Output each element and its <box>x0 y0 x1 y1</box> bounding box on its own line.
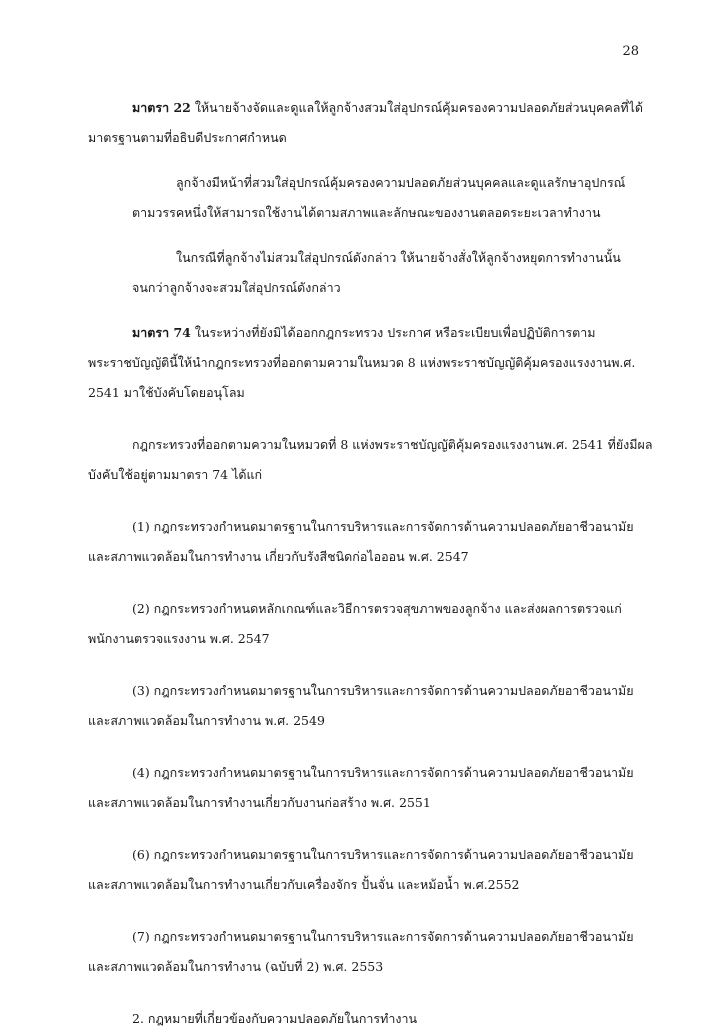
list-item <box>88 840 648 900</box>
list-item-line-1: (7) กฎกระทรวงกำหนดมาตรฐานในการบริหารและการจัดการด้านความปลอดภัยอาชีวอนามัย <box>132 929 634 944</box>
section-74-paragraph <box>88 318 648 408</box>
section-22-p3-line-1: ในกรณีที่ลูกจ้างไม่สวมใส่อุปกรณ์ดังกล่าว ให้นายจ้างสั่งให้ลูกจ้างหยุดการทำงานนั้น <box>176 250 621 265</box>
page-number: 28 <box>622 44 639 59</box>
section-22-p2-line-2: ตามวรรคหนึ่งให้สามารถใช้งานได้ตามสภาพและลักษณะของงานตลอดระยะเวลาทำงาน <box>132 205 601 220</box>
section-74-paragraph-2 <box>88 430 653 490</box>
section-74-heading: มาตรา 74 <box>132 325 191 340</box>
section-74-p2-line-1: กฎกระทรวงที่ออกตามความในหมวดที่ 8 แห่งพระราชบัญญัติคุ้มครองแรงงานพ.ศ. 2541 ที่ยังมีผล <box>132 437 653 452</box>
list-item <box>88 594 648 654</box>
section-2-heading <box>88 1004 648 1034</box>
list-item-line-2: พนักงานตรวจแรงงาน พ.ศ. 2547 <box>88 631 270 646</box>
section-22-p2-line-1: ลูกจ้างมีหน้าที่สวมใส่อุปกรณ์คุ้มครองความปลอดภัยส่วนบุคคลและดูแลรักษาอุปกรณ์ <box>176 175 626 190</box>
list-item <box>88 512 648 572</box>
list-item-line-2: และสภาพแวดล้อมในการทำงานเกี่ยวกับเครื่องจักร ปั้นจั่น และหม้อน้ำ พ.ศ.2552 <box>88 877 520 892</box>
list-item-line-2: และสภาพแวดล้อมในการทำงาน พ.ศ. 2549 <box>88 713 325 728</box>
section-74-p2-line-2: บังคับใช้อยู่ตามมาตรา 74 ได้แก่ <box>88 467 263 482</box>
section-22-line-2: มาตรฐานตามที่อธิบดีประกาศกำหนด <box>88 130 287 145</box>
section-22-text-1: ให้นายจ้างจัดและดูแลให้ลูกจ้างสวมใส่อุปกรณ์คุ้มครองความปลอดภัยส่วนบุคคลที่ได้ <box>190 100 644 115</box>
list-item-line-1: (2) กฎกระทรวงกำหนดหลักเกณฑ์และวิธีการตรวจสุขภาพของลูกจ้าง และส่งผลการตรวจแก่ <box>132 601 622 616</box>
list-item-line-1: (6) กฎกระทรวงกำหนดมาตรฐานในการบริหารและการจัดการด้านความปลอดภัยอาชีวอนามัย <box>132 847 634 862</box>
list-item-line-1: (4) กฎกระทรวงกำหนดมาตรฐานในการบริหารและการจัดการด้านความปลอดภัยอาชีวอนามัย <box>132 765 634 780</box>
list-item <box>88 676 648 736</box>
section-22-paragraph <box>88 93 648 153</box>
list-item-line-2: และสภาพแวดล้อมในการทำงาน เกี่ยวกับรังสีชนิดก่อไอออน พ.ศ. 2547 <box>88 549 469 564</box>
section-22-line-1 <box>88 93 648 123</box>
list-item-line-1: (1) กฎกระทรวงกำหนดมาตรฐานในการบริหารและการจัดการด้านความปลอดภัยอาชีวอนามัย <box>132 519 634 534</box>
list-item-line-2: และสภาพแวดล้อมในการทำงาน (ฉบับที่ 2) พ.ศ. 2553 <box>88 959 384 974</box>
section-74-line-3: 2541 มาใช้บังคับโดยอนุโลม <box>88 385 245 400</box>
section-22-paragraph-2 <box>88 168 648 228</box>
section-74-text-1: ในระหว่างที่ยังมิได้ออกกฎกระทรวง ประกาศ หรือระเบียบเพื่อปฏิบัติการตาม <box>190 325 596 340</box>
section-74-line-1 <box>88 318 648 348</box>
list-item <box>88 922 648 982</box>
section-22-heading: มาตรา 22 <box>132 100 191 115</box>
section-22-paragraph-3 <box>88 243 648 303</box>
list-item-line-1: (3) กฎกระทรวงกำหนดมาตรฐานในการบริหารและการจัดการด้านความปลอดภัยอาชีวอนามัย <box>132 683 634 698</box>
section-2-heading-text: 2. กฎหมายที่เกี่ยวข้องกับความปลอดภัยในการทำงาน <box>132 1011 418 1026</box>
section-74-line-2: พระราชบัญญัตินี้ให้นำกฎกระทรวงที่ออกตามความในหมวด 8 แห่งพระราชบัญญัติคุ้มครองแรงงานพ.ศ. <box>88 355 636 370</box>
list-item <box>88 758 648 818</box>
list-item-line-2: และสภาพแวดล้อมในการทำงานเกี่ยวกับงานก่อสร้าง พ.ศ. 2551 <box>88 795 431 810</box>
document-body <box>88 93 653 1034</box>
section-22-p3-line-2: จนกว่าลูกจ้างจะสวมใส่อุปกรณ์ดังกล่าว <box>132 280 341 295</box>
